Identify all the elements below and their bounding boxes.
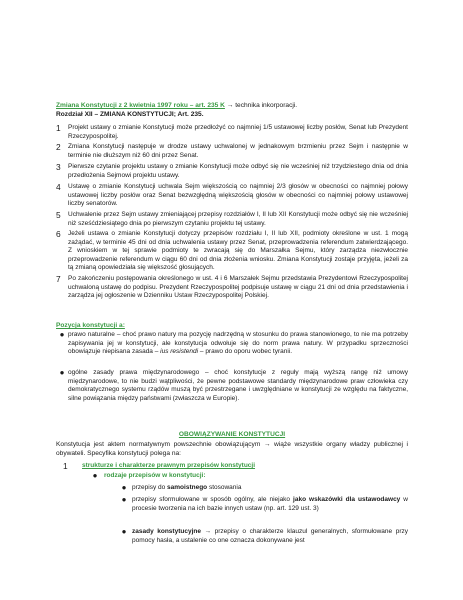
- obowiazywanie-paragraph: Konstytucja jest aktem normatywnym powszechnie obowiązującym → wiąże wszystkie organy władzy publicznej i obywateli. Specyfika konstytucji polega na:: [56, 441, 408, 457]
- item-number: 4: [56, 182, 61, 192]
- level3-text: zasady konstytucyjne → przepisy o charakterze klauzul generalnych, sformułowane przy pomocy hasła, a ustalenie co one oznacza dokonywane jest: [132, 528, 409, 544]
- item-number: 1: [56, 123, 61, 133]
- level3-text: przepisy do samoistnego stosowania: [132, 484, 242, 491]
- bullet-level3: [116, 496, 408, 513]
- item-number: 3: [56, 162, 61, 172]
- amendment-link[interactable]: Zmiana Konstytucji z 2 kwietnia 1997 roku – art. 235 K: [56, 102, 225, 109]
- obowiazywanie-heading: OBOWIĄZYWANIE KONSTYTUCJI: [178, 431, 286, 438]
- item-text: Uchwalenie przez Sejm ustawy zmieniającej przepisy rozdziałów I, II lub XII Konstytucji może odbyć się nie wcześniej niż sześćdziesiątego dnia po pierwszym czytaniu projektu tej ustawy.: [68, 211, 408, 227]
- bullet-dot: ●: [92, 471, 98, 480]
- item-number: 2: [56, 142, 61, 152]
- article-item: [56, 163, 408, 180]
- intro-rest: → technika inkorporacji.: [224, 102, 298, 109]
- bullet-dot: ●: [121, 495, 127, 504]
- level3-text: przepisy sformułowane w sposób ogólny, ale niejako jako wskazówki dla ustawodawcy w procesie tworzenia na ich bazie innych ustaw (np. art. 129 ust. 3): [132, 496, 408, 512]
- bullet-text: prawo naturalne – choć prawo natury ma pozycję nadrzędną w stosunku do prawa stanowionego, to nie ma potrzeby zapisywania jej w konstytucji, ale konstytucja odwołuje się do norm prawa natury. W przypadku sprzeczności obowiązuje niepisana zasada – ius resistendi – prawo do oporu wobec tyranii.: [68, 331, 408, 356]
- intro-line: [56, 102, 408, 111]
- pozycja-heading: Pozycja konstytucji a:: [56, 322, 125, 329]
- level2-text: rodzaje przepisów w konstytucji:: [104, 472, 206, 479]
- chapter-heading: Rozdział XII – ZMIANA KONSTYTUCJI; Art. 235.: [56, 111, 204, 118]
- article-item: [56, 230, 408, 273]
- bullet-dot: ●: [59, 368, 65, 377]
- article-item: [56, 143, 408, 160]
- bullet-level3: [116, 484, 408, 493]
- numbered-level1: [63, 462, 408, 471]
- article-item: [56, 275, 408, 301]
- pozycja-bullet: [56, 331, 408, 357]
- item-number: 7: [56, 274, 61, 284]
- article-item: [56, 124, 408, 141]
- bullet-dot: ●: [121, 483, 127, 492]
- article-item: [56, 211, 408, 228]
- article-item: [56, 183, 408, 209]
- bullet-text: ogólne zasady prawa międzynarodowego – choć konstytucje z reguły mają wyższą rangę niż umowy międzynarodowe, to nie budzi wątpliwości, że pewne podstawowe standardy międzynarodowe praw człowieka czy demokratycznego systemu rządów muszą być przestrzegane i uwzględniane w konstytucji ze względu na faktyczne, silne powiązania między państwami (zwłaszcza w Europie).: [68, 369, 408, 402]
- item-number: 6: [56, 229, 61, 239]
- ius-resistendi: ius resistendi: [160, 348, 199, 356]
- item-text: Po zakończeniu postępowania określonego w ust. 4 i 6 Marszałek Sejmu przedstawia Prezydentowi Rzeczypospolitej uchwaloną ustawę do podpisu. Prezydent Rzeczypospolitej podpisuje ustawę w ciągu 21 dni od dnia przedstawienia i zarządza jej ogłoszenie w Dzienniku Ustaw Rzeczypospolitej Polskiej.: [68, 275, 408, 300]
- bullet-dot: ●: [121, 527, 127, 536]
- item-text: Projekt ustawy o zmianie Konstytucji może przedłożyć co najmniej 1/5 ustawowej liczby posłów, Senat lub Prezydent Rzeczypospolitej.: [68, 124, 408, 140]
- item-text: Zmiana Konstytucji następuje w drodze ustawy uchwalonej w jednakowym brzmieniu przez Sejm i następnie w terminie nie dłuższym niż 60 dni przez Senat.: [68, 143, 408, 159]
- item-text: Pierwsze czytanie projektu ustawy o zmianie Konstytucji może odbyć się nie wcześniej niż trzydziestego dnia od dnia przedłożenia Sejmowi projektu ustawy.: [68, 163, 408, 179]
- item-text: Ustawę o zmianie Konstytucji uchwala Sejm większością co najmniej 2/3 głosów w obecności co najmniej połowy ustawowej liczby posłów oraz Senat bezwzględną większością głosów w obecności co najmniej połowy ustawowej liczby senatorów.: [68, 183, 408, 208]
- bullet-dot: ●: [59, 330, 65, 339]
- bullet-level3: [116, 528, 408, 545]
- bullet-level2: [86, 472, 408, 481]
- item-text: Jeżeli ustawa o zmianie Konstytucji dotyczy przepisów rozdziału I, II lub XII, podmioty określone w ust. 1 mogą zażądać, w terminie 45 dni od dnia uchwalenia ustawy przez Senat, przeprowadzenia referendum zatwierdzającego. Z wnioskiem w tej sprawie podmioty te zwracają się do Marszałka Sejmu, który zarządza niezwłocznie przeprowadzenie referendum w ciągu 60 dni od dnia złożenia wniosku. Zmiana Konstytucji zostaje przyjęta, jeżeli za tą zmianą opowiedziała się większość głosujących.: [68, 230, 408, 272]
- level1-text: strukturze i charakterze prawnym przepisów konstytucji: [82, 462, 256, 469]
- pozycja-bullet: [56, 369, 408, 403]
- item-number: 5: [56, 210, 61, 220]
- item-number: 1: [63, 461, 68, 471]
